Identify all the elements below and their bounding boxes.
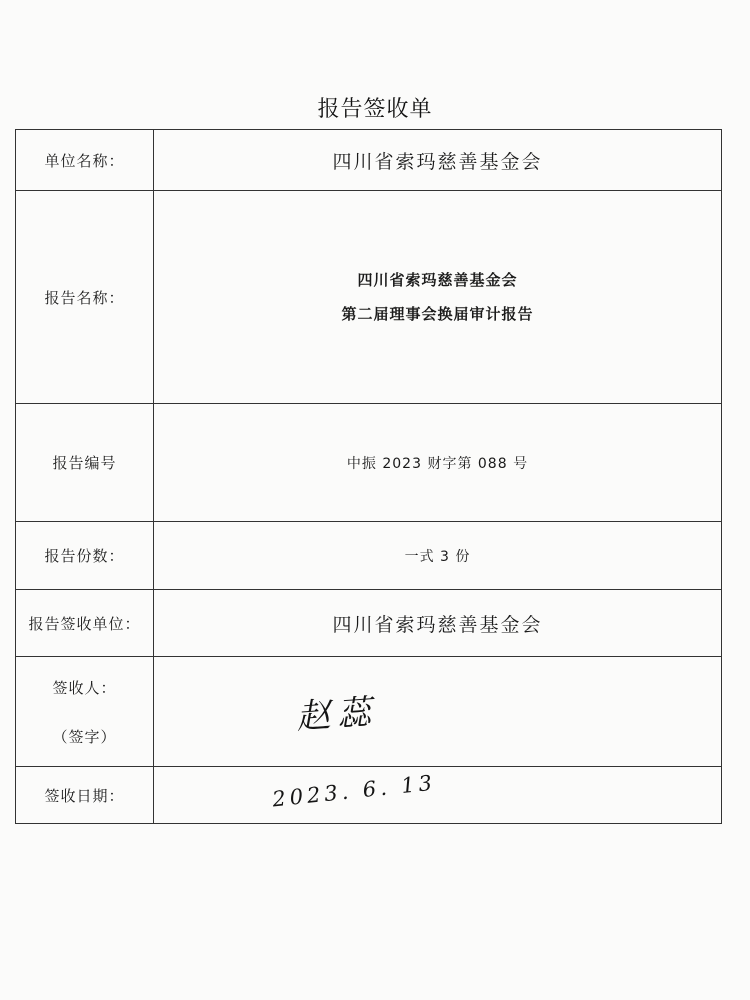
sign-date-label: 签收日期： bbox=[16, 767, 154, 824]
sign-date-cell bbox=[154, 767, 722, 824]
report-name-line2: 第二届理事会换届审计报告 bbox=[341, 305, 534, 323]
row-report-number bbox=[16, 404, 722, 522]
copies-value: 一式 3 份 bbox=[154, 522, 722, 590]
receiving-unit-value: 四川省索玛慈善基金会 bbox=[154, 590, 722, 657]
signature-cell bbox=[154, 657, 722, 767]
row-receiving-unit bbox=[16, 590, 722, 657]
report-name-cell bbox=[154, 191, 722, 404]
row-copies bbox=[16, 522, 722, 590]
row-recipient bbox=[16, 657, 722, 767]
unit-name-label: 单位名称： bbox=[16, 130, 154, 191]
row-report-name bbox=[16, 191, 722, 404]
page-title: 报告签收单 bbox=[317, 97, 433, 122]
recipient-label: 签收人： bbox=[52, 678, 117, 697]
signature-hint-label: （签字） bbox=[52, 727, 117, 746]
row-unit-name bbox=[16, 130, 722, 191]
handwritten-date: 2023. 6. 13 bbox=[271, 770, 438, 812]
handwritten-signature: 赵 蕊 bbox=[294, 692, 371, 738]
copies-label: 报告份数： bbox=[16, 522, 154, 590]
report-number-label: 报告编号 bbox=[16, 404, 154, 522]
row-sign-date bbox=[16, 767, 722, 824]
recipient-label-cell bbox=[16, 657, 154, 767]
report-number-value: 中振 2023 财字第 088 号 bbox=[154, 404, 722, 522]
receiving-unit-label: 报告签收单位： bbox=[16, 590, 154, 657]
sign-off-form bbox=[15, 129, 722, 824]
unit-name-value: 四川省索玛慈善基金会 bbox=[154, 130, 722, 191]
report-name-line1: 四川省索玛慈善基金会 bbox=[357, 271, 518, 289]
report-name-label: 报告名称： bbox=[16, 191, 154, 404]
